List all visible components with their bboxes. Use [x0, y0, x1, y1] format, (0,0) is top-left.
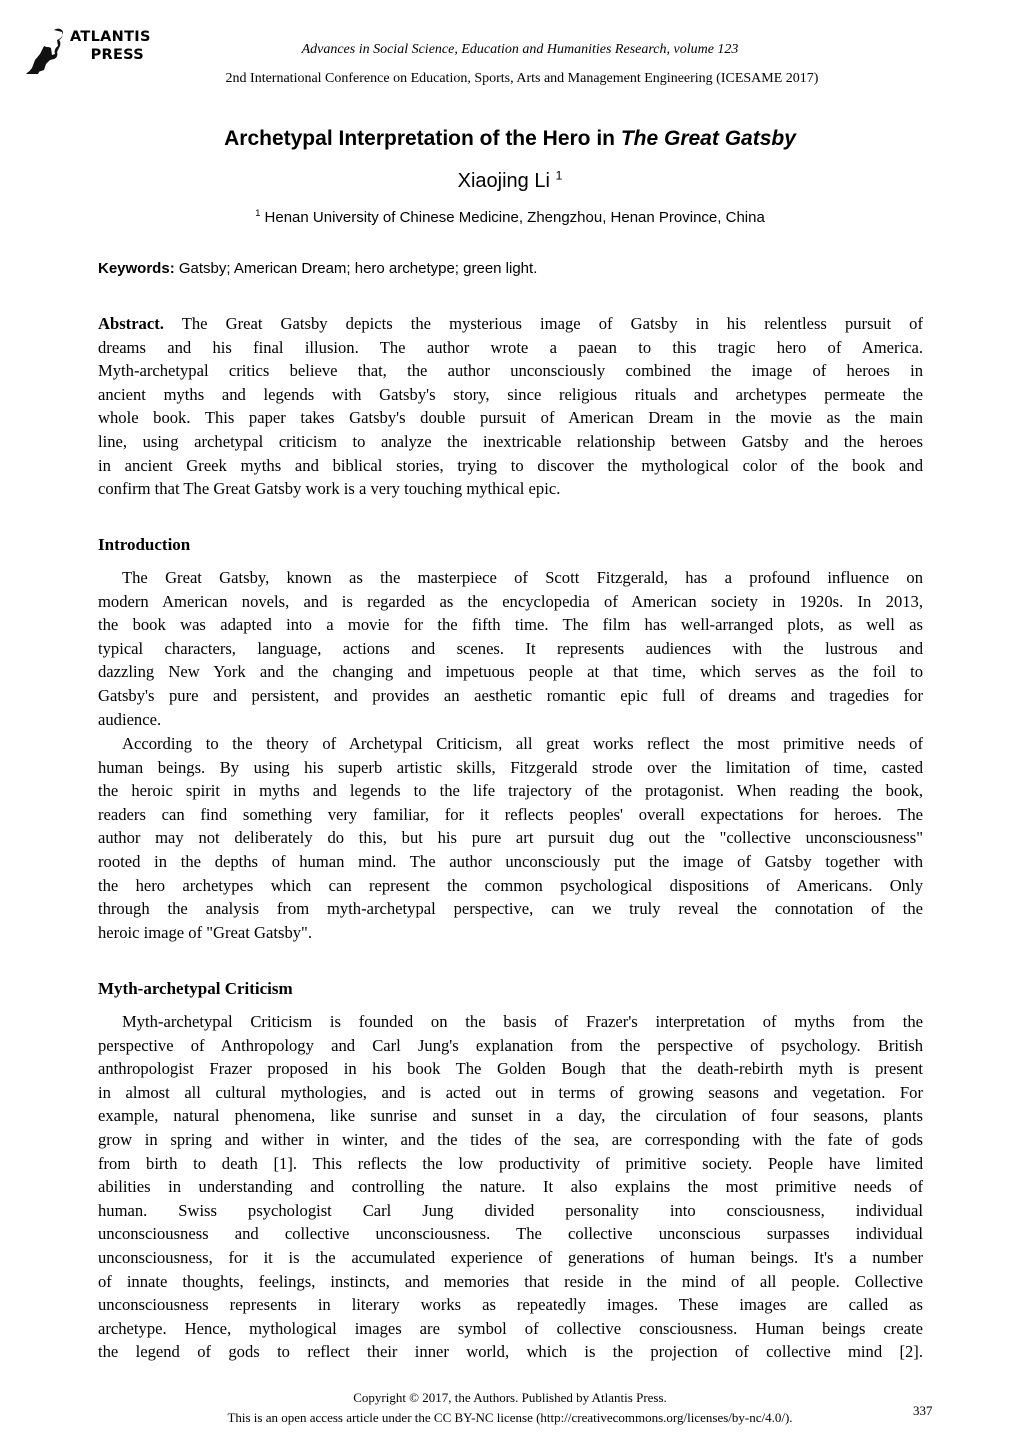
section-heading-introduction: Introduction	[98, 535, 191, 554]
body-line: archetype. Hence, mythological images are symbol of collective consciousness. Human beings create	[98, 1318, 923, 1338]
body-line: modern American novels, and is regarded as the encyclopedia of American society in 1920s. In 2013,	[98, 591, 923, 611]
logo-line-1: ATLANTIS	[70, 29, 151, 45]
paper-title	[0, 127, 1020, 151]
body-line: readers can find something very familiar, for it reflects peoples' overall expectations for heroes. The	[98, 804, 923, 824]
body-line: the hero archetypes which can represent the common psychological dispositions of Americans. Only	[98, 875, 923, 895]
abstract-line: Myth-archetypal critics believe that, the author unconsciously combined the image of heroes in	[98, 361, 923, 381]
logo-line-2: PRESS	[90, 47, 144, 63]
body-line: human beings. By using his superb artistic skills, Fitzgerald strode over the limitation of time, casted	[98, 757, 923, 777]
author-affil-mark: 1	[555, 168, 563, 183]
title-text: Archetypal Interpretation of the Hero in	[224, 127, 621, 150]
body-line: Myth-archetypal Criticism is founded on the basis of Frazer's interpretation of myths from the	[122, 1012, 923, 1031]
footer-license: This is an open access article under the CC BY-NC license (http://creativecommons.org/licenses/by-nc/4.0/).	[227, 1410, 793, 1425]
body-line: Gatsby's pure and persistent, and provides an aesthetic romantic epic full of dreams and tragedies for	[98, 685, 923, 705]
body-line: from birth to death [1]. This reflects the low productivity of primitive society. People have limited	[98, 1153, 923, 1173]
body-line: of innate thoughts, feelings, instincts, and memories that reside in the mind of all people. Collective	[98, 1271, 923, 1291]
body-line: the book was adapted into a movie for the fifth time. The film has well-arranged plots, as well as	[98, 615, 923, 635]
body-line: example, natural phenomena, like sunrise and sunset in a day, the circulation of four seasons, plants	[98, 1106, 923, 1126]
body-line: human. Swiss psychologist Carl Jung divided personality into consciousness, individual	[98, 1200, 923, 1220]
abstract-line: confirm that The Great Gatsby work is a very touching mythical epic.	[98, 479, 561, 499]
body-line: typical characters, language, actions and scenes. It represents audiences with the lustrous and	[98, 638, 923, 658]
affiliation	[0, 209, 1020, 226]
body-line: heroic image of "Great Gatsby".	[98, 922, 312, 942]
criticism-paragraph-1	[98, 1010, 923, 1364]
abstract-label: Abstract.	[98, 314, 164, 333]
body-line: perspective of Anthropology and Carl Jung's explanation from the perspective of psychology. British	[98, 1035, 923, 1055]
body-line: in almost all cultural mythologies, and is acted out in terms of growing seasons and vegetation. For	[98, 1082, 923, 1102]
author	[0, 170, 1020, 193]
body-line: the heroic spirit in myths and legends to the life trajectory of the protagonist. When reading the book,	[98, 781, 923, 801]
title-italic: The Great Gatsby	[620, 127, 796, 150]
body-line: rooted in the depths of human mind. The author unconsciously put the image of Gatsby together with	[98, 851, 923, 871]
introduction-paragraph-1	[98, 566, 923, 731]
body-line: the legend of gods to reflect their inner world, which is the projection of collective mind [2].	[98, 1342, 923, 1362]
body-line: through the analysis from myth-archetypal perspective, can we truly reveal the connotation of the	[98, 899, 923, 919]
abstract	[98, 312, 923, 501]
abstract-line	[98, 312, 923, 336]
body-line: audience.	[98, 709, 162, 729]
body-line: unconsciousness represents in literary works as repeatedly images. These images are called as	[98, 1295, 923, 1315]
abstract-line: line, using archetypal criticism to analyze the inextricable relationship between Gatsby and the heroes	[98, 431, 923, 451]
conference-title: 2nd International Conference on Education, Sports, Arts and Management Engineering (ICESAME 2017)	[225, 71, 819, 86]
body-line: dazzling New York and the changing and impetuous people at that time, which serves as the foil to	[98, 662, 923, 682]
series-title: Advances in Social Science, Education and Humanities Research, volume 123	[301, 42, 739, 57]
body-line: grow in spring and wither in winter, and the tides of the sea, are corresponding with the fate of gods	[98, 1129, 923, 1149]
author-name: Xiaojing Li	[457, 170, 556, 192]
body-line: author may not deliberately do this, but his pure art pursuit dug out the "collective unconsciousness"	[98, 828, 923, 848]
body-line: abilities in understanding and controlling the nature. It also explains the most primitive needs of	[98, 1177, 923, 1197]
section-heading-myth-archetypal-criticism: Myth-archetypal Criticism	[98, 979, 293, 998]
body-line: unconsciousness, for it is the accumulated experience of generations of human beings. It's a number	[98, 1247, 923, 1267]
keywords	[98, 260, 537, 277]
keywords-label: Keywords:	[98, 260, 175, 277]
footer-copyright: Copyright © 2017, the Authors. Published by Atlantis Press.	[353, 1390, 667, 1405]
body-line: The Great Gatsby, known as the masterpiece of Scott Fitzgerald, has a profound influence on	[122, 568, 923, 587]
body-line: anthropologist Frazer proposed in his book The Golden Bough that the death-rebirth myth is present	[98, 1059, 923, 1079]
body-line: According to the theory of Archetypal Criticism, all great works reflect the most primitive needs of	[122, 734, 923, 753]
abstract-line: dreams and his final illusion. The author wrote a paean to this tragic hero of America.	[98, 337, 923, 357]
keywords-text: Gatsby; American Dream; hero archetype; green light.	[174, 260, 538, 277]
abstract-line: ancient myths and legends with Gatsby's story, since religious rituals and archetypes permeate the	[98, 384, 923, 404]
affil-mark: 1	[255, 208, 261, 218]
abstract-line: whole book. This paper takes Gatsby's double pursuit of American Dream in the movie as the main	[98, 408, 923, 428]
abstract-line: in ancient Greek myths and biblical stories, trying to discover the mythological color of the book and	[98, 455, 923, 475]
affiliation-text: Henan University of Chinese Medicine, Zhengzhou, Henan Province, China	[260, 209, 765, 226]
page-number: 337	[913, 1403, 933, 1418]
body-line: unconsciousness and collective unconsciousness. The collective unconscious surpasses individual	[98, 1224, 923, 1244]
abstract-line-text: The Great Gatsby depicts the mysterious image of Gatsby in his relentless pursuit of	[163, 314, 923, 333]
introduction-paragraph-2	[98, 732, 923, 944]
